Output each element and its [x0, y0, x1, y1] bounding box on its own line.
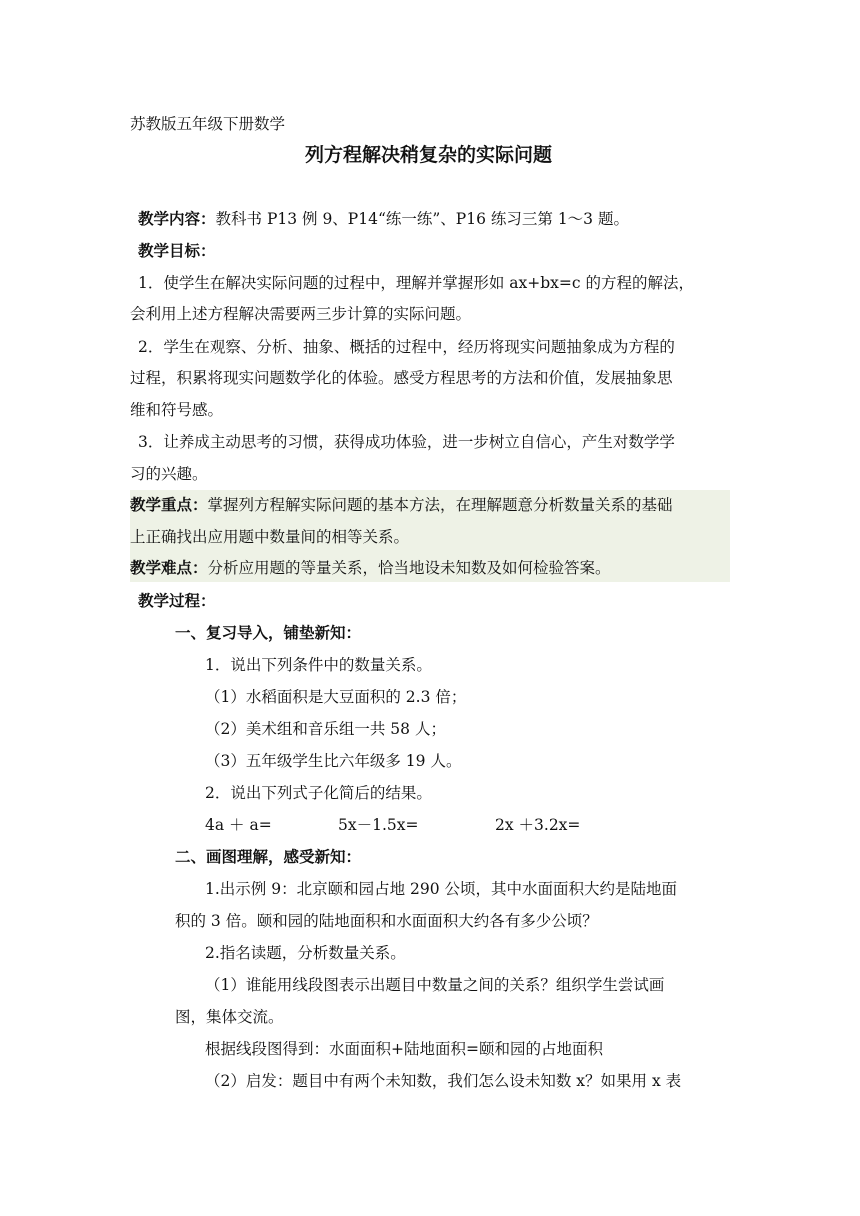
goals-label: 教学目标：: [138, 241, 216, 260]
expr-3: 2x ＋3.2x=: [495, 816, 581, 834]
goal-1-line-2: 会利用上述方程解决需要两三步计算的实际问题。: [130, 305, 472, 323]
expr-2: 5x－1.5x=: [338, 816, 419, 834]
s2-para-4: 根据线段图得到：水面面积+陆地面积=颐和园的占地面积: [205, 1040, 603, 1058]
process-label: 教学过程：: [138, 591, 216, 610]
content-label: 教学内容：: [138, 209, 216, 228]
key-text-1: 掌握列方程解实际问题的基本方法，在理解题意分析数量关系的基础: [207, 496, 673, 514]
goal-2-line-3: 维和符号感。: [130, 401, 224, 419]
s2-para-5: （2）启发：题目中有两个未知数，我们怎么设未知数 x？如果用 x 表: [205, 1072, 682, 1090]
key-label: 教学重点：: [130, 495, 208, 514]
goal-3-line-1: 3．让养成主动思考的习惯，获得成功体验，进一步树立自信心，产生对数学学: [138, 433, 675, 451]
s1-question-1: 1．说出下列条件中的数量关系。: [205, 656, 432, 674]
goal-2-line-1: 2．学生在观察、分析、抽象、概括的过程中，经历将现实问题抽象成为方程的: [138, 338, 675, 356]
key-line-1: [130, 494, 673, 516]
s1-question-2: 2．说出下列式子化简后的结果。: [205, 784, 432, 802]
s2-para-3-line-1: （1）谁能用线段图表示出题目中数量之间的关系？组织学生尝试画: [205, 976, 665, 994]
goal-3-line-2: 习的兴趣。: [130, 465, 208, 483]
doc-header: 苏教版五年级下册数学: [130, 115, 286, 133]
difficulty-label: 教学难点：: [130, 558, 208, 577]
goal-2-line-2: 过程，积累将现实问题数学化的体验。感受方程思考的方法和价值，发展抽象思: [130, 369, 673, 387]
difficulty-text: 分析应用题的等量关系，恰当地设未知数及如何检验答案。: [207, 559, 611, 577]
s2-para-1-line-1: 1.出示例 9：北京颐和园占地 290 公顷，其中水面面积大约是陆地面: [205, 880, 678, 898]
section-2-heading: 二、画图理解，感受新知：: [175, 847, 362, 866]
s2-para-3-line-2: 图，集体交流。: [175, 1008, 284, 1026]
key-line-2: 上正确找出应用题中数量间的相等关系。: [130, 528, 410, 546]
difficulty-line: [130, 557, 611, 579]
content-text: 教科书 P13 例 9、P14“练一练”、P16 练习三第 1～3 题。: [215, 210, 629, 228]
s2-para-1-line-2: 积的 3 倍。颐和园的陆地面积和水面面积大约各有多少公顷？: [175, 912, 598, 930]
s1-item-2: （2）美术组和音乐组一共 58 人；: [205, 720, 446, 738]
expr-1: 4a ＋ a=: [205, 816, 272, 834]
s2-para-2: 2.指名读题，分析数量关系。: [205, 944, 406, 962]
goal-1-line-1: 1．使学生在解决实际问题的过程中，理解并掌握形如 ax+bx=c 的方程的解法，: [138, 274, 695, 292]
s1-item-1: （1）水稻面积是大豆面积的 2.3 倍；: [205, 688, 467, 706]
s1-item-3: （3）五年级学生比六年级多 19 人。: [205, 752, 462, 770]
content-line: [138, 208, 629, 230]
section-1-heading: 一、复习导入，铺垫新知：: [175, 623, 362, 642]
page-title: 列方程解决稍复杂的实际问题: [305, 144, 553, 166]
